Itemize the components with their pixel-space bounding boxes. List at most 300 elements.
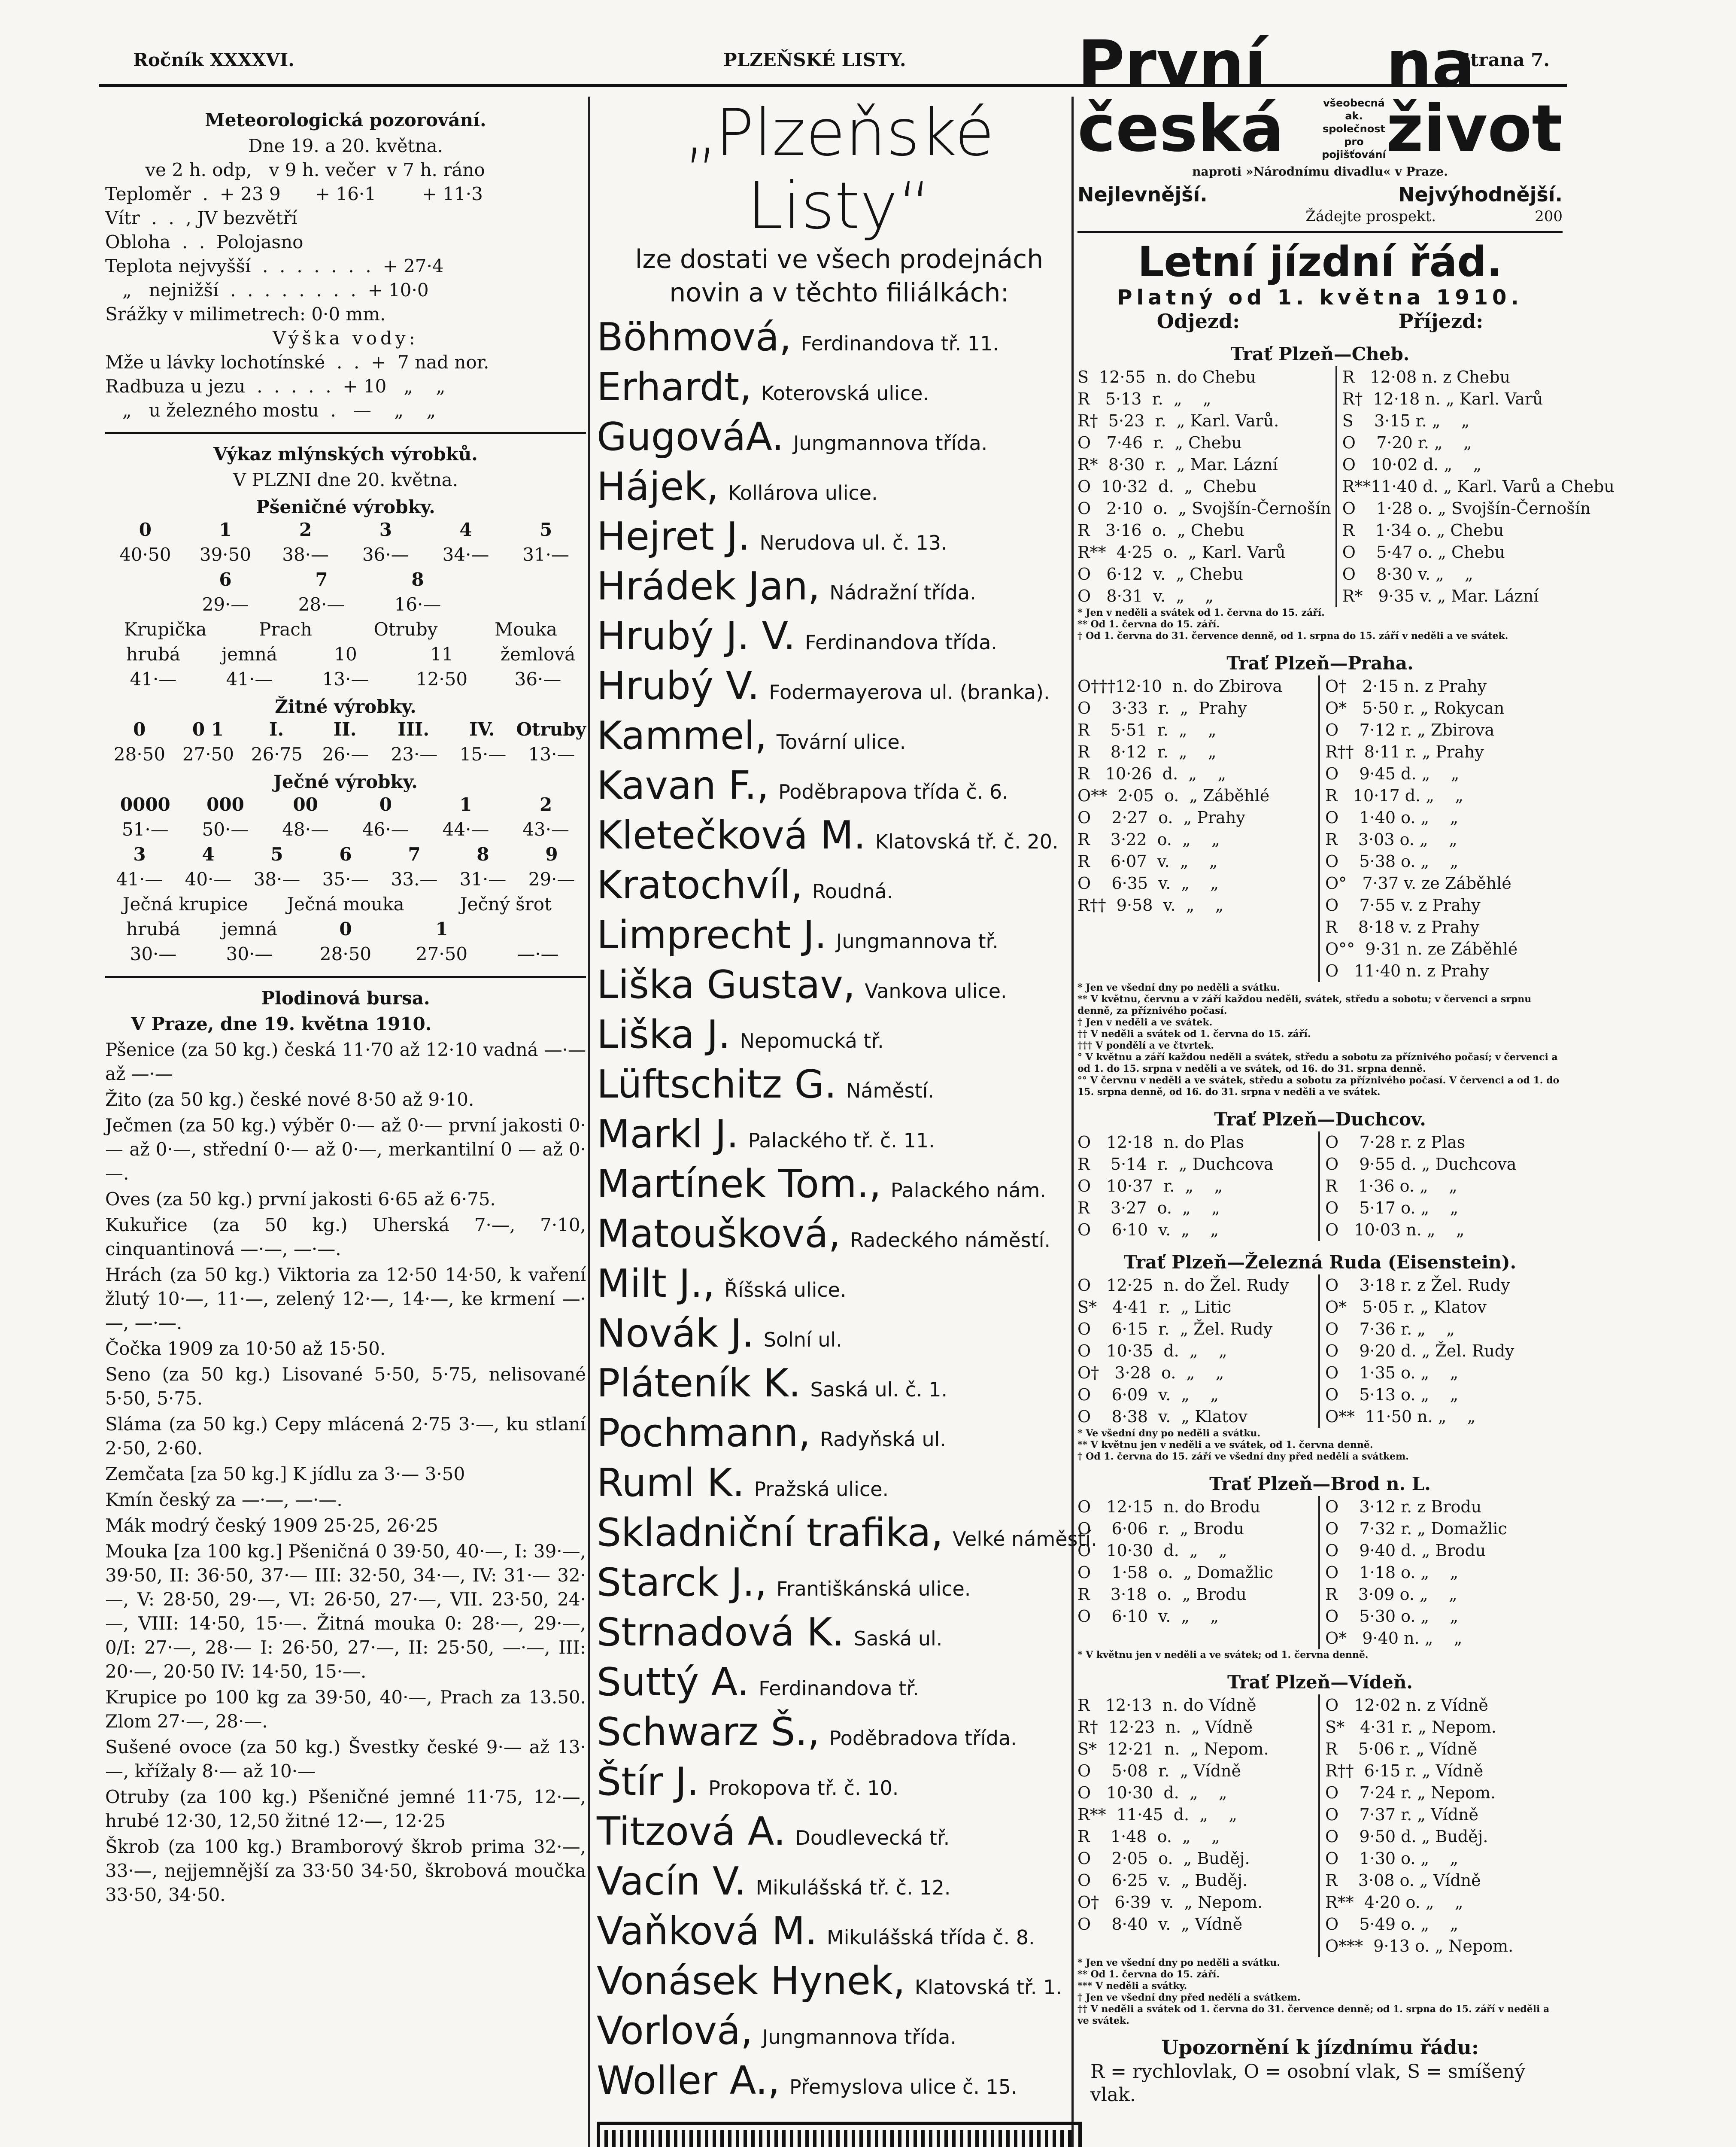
arrival-cell: O 7·37 r. „ Vídně [1325,1805,1478,1824]
shop-entry [597,2009,1082,2059]
route-notes: * Jen ve všední dny po neděli a svátku. ** Od 1. června do 15. září. *** V neděli a svátky. † Jen ve všední dny před nedělí a svátkem. †† V neděli a svátek od 1. června do 31. července denně; od 1. srpna do 15. září v neděli a ve svátek. [1077,1957,1550,2026]
arrival-cell: R† 12·18 n. „ Karl. Varů [1342,389,1543,408]
shop-address: Saská ul. [853,1627,943,1650]
bourse-item: Škrob (za 100 kg.) Bramborový škrob prima 32·—, 33·—, nejjemnější za 33·50 34·50, škrobová moučka 33·50, 34·50. [105,1836,586,1905]
shop-name: Schwarz Š., [597,1709,820,1755]
arrival-cell: O 7·20 r. „ „ [1342,433,1472,452]
shop-address: Klatovská tř. 1. [914,1976,1062,1999]
listy-title: „Plzeňské Listy“ [684,96,995,243]
weather-date: Dne 19. a 20. května. [248,135,443,156]
barley-subheader: 0 [339,918,352,940]
arrival-cell: O 1·35 o. „ „ [1325,1363,1459,1382]
shop-name: Lüftschitz G. [597,1062,837,1107]
shop-entry [597,1362,1082,1411]
insurance-name-2: na život [1386,27,1563,166]
barley-header: 000 [206,794,244,815]
departure-cell: R 3·27 o. „ „ [1077,1197,1320,1219]
departure-cell: R** 4·25 o. „ Karl. Varů [1077,541,1337,563]
departure-cell: O 7·46 r. „ Chebu [1077,432,1337,454]
shop-name: Böhmová, [597,315,792,360]
arrival-cell: R**11·40 d. „ Karl. Varů a Chebu [1342,477,1615,496]
arrival-cell: O 5·13 o. „ „ [1325,1385,1459,1404]
arrival-cell: R 12·08 n. z Chebu [1342,368,1510,386]
barley-price: 33.— [391,869,438,890]
shop-address: Jungmannova třída. [762,2025,957,2049]
route-title: Trať Plzeň—Duchcov. [1214,1109,1426,1130]
departure-cell: O 3·33 r. „ Prahy [1077,697,1320,719]
shop-address: Pražská ulice. [754,1478,889,1501]
route-title: Trať Plzeň—Praha. [1226,653,1414,674]
bourse-item: Seno (za 50 kg.) Lisované 5·50, 5·75, nelisované 5·50, 5·75. [105,1364,586,1409]
water-title: Výška vody: [273,328,419,349]
barley-price: 38·— [253,869,300,890]
shop-entry [597,664,1082,714]
arrival-cell: R** 4·20 o. „ „ [1325,1893,1463,1912]
barley-subheader [490,917,586,942]
shop-address: Přemyslova ulice č. 15. [789,2075,1017,2098]
barley-header: 0 [379,794,392,815]
rye-header: I. [269,719,284,740]
rye-header: IV. [469,719,495,740]
route-table [1077,1496,1563,1649]
departure-cell: O†††12·10 n. do Zbirova [1077,675,1320,697]
wheat-title: Pšeničné výrobky. [256,496,435,517]
flour-subheader: jemná [222,644,277,665]
departure-cell: R* 8·30 r. „ Mar. Lázní [1077,454,1337,476]
barley-price: 43·— [522,819,570,840]
shop-name: Kavan F., [597,763,769,808]
volume-label: Ročník XXXXVI. [133,49,294,70]
flour-price: 41·— [130,669,177,690]
shop-entry [597,1063,1082,1113]
barley-title: Ječné výrobky. [273,771,418,792]
arrival-cell: O 5·17 o. „ „ [1325,1198,1459,1217]
departure-cell: O 10·30 d. „ „ [1077,1540,1320,1562]
barley-price: 44·— [442,819,489,840]
page-number: Strana 7. [1457,49,1550,70]
arrival-cell: O 10·02 d. „ „ [1342,455,1482,474]
barley-price: 29·— [528,869,575,890]
shop-entry [597,1113,1082,1162]
shop-entry [597,1660,1082,1710]
shop-entry [597,864,1082,913]
rye-price: 13·— [528,744,575,765]
insurance-type [1322,97,1386,161]
shop-address: Koterovská ulice. [761,382,929,405]
route-table [1077,366,1615,607]
shop-entry [597,1760,1082,1810]
shop-name: Martínek Tom., [597,1162,881,1207]
shop-address: Jungmannova tř. [836,930,999,953]
departure-cell [1077,1627,1320,1649]
bourse-item: Hrách (za 50 kg.) Viktoria za 12·50 14·50, k vaření žlutý 10·—, 11·—, zelený 12·—, 14·—, ke krmení —·—, —·—. [105,1264,586,1333]
departure-cell: R†† 9·58 v. „ „ [1077,894,1320,916]
insurance-type-line: pro pojišťování [1322,136,1386,161]
shop-entry [597,1212,1082,1262]
shop-entry [597,515,1082,565]
arrival-cell: R†† 6·15 r. „ Vídně [1325,1761,1484,1780]
shop-name: Kammel, [597,713,767,758]
bourse-item: Zemčata [za 50 kg.] K jídlu za 3·— 3·50 [105,1463,465,1484]
departure-cell: O 10·30 d. „ „ [1077,1782,1320,1804]
arrival-cell: O° 7·37 v. ze Záběhlé [1325,874,1511,893]
arrival-cell: O 3·12 r. z Brodu [1325,1497,1482,1516]
arrival-cell: O 9·55 d. „ Duchcova [1325,1155,1517,1174]
barley-price: 50·— [202,819,249,840]
flour-subheader: hrubá [126,644,181,665]
shop-address: Vankova ulice. [865,979,1007,1003]
departure-cell: R 3·22 o. „ „ [1077,829,1320,851]
departure-cell: R** 11·45 d. „ „ [1077,1804,1320,1826]
barley-price: 46·— [362,819,409,840]
shop-entry [597,1461,1082,1511]
barley-subheader: jemná [222,918,277,940]
flour-header: Krupička [124,619,207,640]
shop-entry [597,913,1082,963]
weather-title: Meteorologická pozorování. [205,109,486,131]
shop-name: Matoušková, [597,1211,841,1256]
departure-cell [1077,960,1320,982]
arrival-cell: O 9·50 d. „ Buděj. [1325,1827,1488,1846]
barley-subheader: 1 [435,918,448,940]
departure-cell: R 10·26 d. „ „ [1077,763,1320,785]
arrival-cell: O 5·49 o. „ „ [1325,1915,1459,1934]
shop-address: Poděbrapova třída č. 6. [778,780,1008,803]
barley-subheader-row [105,917,586,942]
shop-address: Solní ul. [763,1328,842,1351]
listy-intro: novin a v těchto filiálkách: [669,278,1009,308]
bourse-item: Kukuřice (za 50 kg.) Uherská 7·—, 7·10, cinquantinová —·—, —·—. [105,1214,586,1259]
insurance-name: První česká [1077,27,1284,166]
shop-entry [597,316,1082,365]
insurance-prospect: Žádejte prospekt. [1305,208,1436,225]
flour-price: 36·— [514,669,561,690]
flour-subheader-row [105,642,586,667]
arrival-cell: O*** 9·13 o. „ Nepom. [1325,1937,1514,1955]
shop-entry [597,1262,1082,1312]
arrival-cell: R 1·36 o. „ „ [1325,1177,1457,1195]
departure-cell: R† 5·23 r. „ Karl. Varů. [1077,410,1337,432]
departure-cell: O 6·12 v. „ Chebu [1077,563,1337,585]
column-market [105,97,586,1909]
shop-entry [597,1561,1082,1611]
arrival-cell: O 3·18 r. z Žel. Rudy [1325,1276,1510,1295]
shop-name: Vorlová, [597,2008,753,2053]
barley-header: 1 [459,794,472,815]
bourse-item: Sušené ovoce (za 50 kg.) Švestky české 9·— až 13·—, křížaly 8·— až 10·— [105,1736,586,1782]
newspaper-title: PLZEŇSKÉ LISTY. [723,49,906,70]
departure-cell: R 5·51 r. „ „ [1077,719,1320,741]
wheat-header-row-2 [177,567,466,592]
arrival-cell: O 1·40 o. „ „ [1325,808,1459,827]
shop-name: Strnadová K. [597,1610,844,1655]
weather-line: Srážky v milimetrech: 0·0 mm. [105,304,386,325]
barley-header: 7 [408,844,421,865]
arrival-cell: R 3·09 o. „ „ [1325,1585,1457,1604]
shop-entry [597,1312,1082,1362]
rye-price: 15·— [459,744,507,765]
shop-name: Kletečková M. [597,813,866,858]
shop-address: Saská ul. č. 1. [810,1378,948,1401]
arrival-cell: R 5·06 r. „ Vídně [1325,1739,1478,1758]
shop-entry [597,415,1082,465]
bourse-item: Žito (za 50 kg.) české nové 8·50 až 9·10. [105,1089,474,1110]
shop-address: Poděbradova třída. [829,1727,1017,1750]
shop-name: Štír J. [597,1759,699,1804]
bourse-item: Mák modrý český 1909 25·25, 26·25 [105,1515,438,1536]
shop-name: Suttý A. [597,1660,750,1705]
barley-header: Ječná mouka [287,894,404,915]
wheat-price-row-2 [177,592,466,617]
barley-price: 41·— [116,869,163,890]
shop-name: Hrubý V. [597,663,760,709]
barley-header: 9 [545,844,558,865]
rye-price: 23·— [391,744,438,765]
arrival-cell: O 10·03 n. „ „ [1325,1220,1465,1239]
departure-cell: O 1·58 o. „ Domažlic [1077,1562,1320,1584]
job-advertisement [597,2122,1082,2147]
shop-address: Nádražní třída. [829,581,976,604]
route-notes: * V květnu jen v neděli a ve svátek; od 1. června denně. [1077,1649,1369,1660]
flour-price: 13·— [322,669,369,690]
departure-cell: R 12·13 n. do Vídně [1077,1694,1320,1716]
mill-place: V PLZNI dne 20. května. [233,469,458,490]
departure-cell: S 12·55 n. do Chebu [1077,366,1337,388]
arrival-cell: O* 5·05 r. „ Klatov [1325,1298,1487,1317]
barley-price: 28·50 [319,943,372,964]
barley-price: 48·— [282,819,329,840]
departure-cell: O 10·37 r. „ „ [1077,1175,1320,1197]
bourse-place: V Praze, dne 19. května 1910. [131,1013,432,1034]
flour-price-row [105,667,586,692]
wheat-header: 0 [139,519,152,540]
shop-entry [597,365,1082,415]
departure-cell [1077,938,1320,960]
bourse-item: Kmín český za —·—, —·—. [105,1489,343,1510]
wheat-header: 4 [459,519,472,540]
arrival-cell: O 7·55 v. z Prahy [1325,896,1481,915]
shop-name: Pláteník K. [597,1361,801,1406]
arrival-cell: O** 11·50 n. „ „ [1325,1407,1476,1426]
ad-border-pattern [604,2130,1074,2147]
rye-price-row [105,742,586,767]
departure-cell: O 12·18 n. do Plas [1077,1131,1320,1153]
barley-header: Ječný šrot [460,894,552,915]
flour-subheader: 11 [430,644,453,665]
schedule-validity: Platný od 1. května 1910. [1117,286,1523,310]
arrival-cell: O 1·30 o. „ „ [1325,1849,1459,1868]
arrival-cell: O 11·40 n. z Prahy [1325,961,1489,980]
arrival-cell: R 3·03 o. „ „ [1325,830,1457,849]
shop-entry [597,614,1082,664]
wheat-price: 16·— [394,594,441,615]
barley-header: 8 [476,844,489,865]
route-title: Trať Plzeň—Vídeň. [1227,1672,1413,1693]
shop-name: Hejret J. [597,514,750,559]
barley-price: 51·— [121,819,169,840]
arrival-cell: O 5·30 o. „ „ [1325,1607,1459,1626]
arrival-cell: O 9·20 d. „ Žel. Rudy [1325,1341,1514,1360]
arrival-label: Příjezd: [1398,310,1484,333]
departure-cell: O† 3·28 o. „ „ [1077,1362,1320,1384]
shop-entry [597,1959,1082,2009]
water-line: Radbuza u jezu . . . . . + 10 „ „ [105,376,446,397]
barley-price: 31·— [459,869,507,890]
barley-price: 35·— [322,869,369,890]
wheat-header: 2 [299,519,312,540]
bourse-item: Ječmen (za 50 kg.) výběr 0·— až 0·— první jakosti 0·— až 0·—, střední 0·— až 0·—, merkantilní 0 — až 0·—. [105,1115,586,1184]
wheat-price: 31·— [522,544,570,565]
shop-entry [597,814,1082,864]
flour-subheader: 10 [334,644,357,665]
rye-price: 26·75 [251,744,303,765]
departure-label: Odjezd: [1156,310,1240,333]
shop-entry [597,1710,1082,1760]
shop-name: Skladniční trafika, [597,1510,944,1555]
barley-price: 40·— [185,869,232,890]
shop-entry [597,1411,1082,1461]
barley-price-row [105,817,586,842]
legend-title: Upozornění k jízdnímu řádu: [1161,2036,1479,2059]
wheat-header-row [105,517,586,542]
barley-header-row-3 [105,892,586,917]
arrival-cell: S 3·15 r. „ „ [1342,411,1470,430]
shop-name: Liška Gustav, [597,962,856,1007]
flour-header-row [105,617,586,642]
shop-address: Tovární ulice. [776,730,906,754]
insurance-type-line: společnost [1322,123,1385,135]
arrival-cell: O 7·32 r. „ Domažlic [1325,1519,1507,1538]
shop-address: Ferdinandova tř. [759,1677,919,1700]
shop-name: Milt J., [597,1261,715,1306]
departure-cell: O 2·05 o. „ Buděj. [1077,1848,1320,1870]
arrival-cell: O 7·12 r. „ Zbirova [1325,721,1495,739]
wheat-price: 29·— [202,594,249,615]
shop-address: Říšská ulice. [724,1278,847,1302]
shop-address: Velké náměstí. [953,1527,1097,1551]
wheat-header: 8 [411,569,424,590]
departure-cell: R 1·48 o. „ „ [1077,1826,1320,1848]
departure-cell: R 8·12 r. „ „ [1077,741,1320,763]
arrival-cell: O† 2·15 n. z Prahy [1325,677,1487,696]
wheat-header: 1 [219,519,232,540]
insurance-number: 200 [1535,208,1563,225]
rye-header: 0 1 [192,719,224,740]
departure-cell: O 10·32 d. „ Chebu [1077,476,1337,498]
rye-header: 0 [133,719,146,740]
route-table [1077,1694,1563,1957]
weather-line: Obloha . . Polojasno [105,231,303,252]
barley-header-row [105,792,586,817]
shop-entry [597,714,1082,764]
arrival-cell: R 10·17 d. „ „ [1325,786,1463,805]
barley-header: 5 [270,844,283,865]
shop-name: Erhardt, [597,365,752,410]
arrival-cell: O 1·18 o. „ „ [1325,1563,1459,1582]
bourse-item: Pšenice (za 50 kg.) česká 11·70 až 12·10 vadná —·— až —·— [105,1039,586,1084]
bourse-item: Mouka [za 100 kg.] Pšeničná 0 39·50, 40·—, I: 39·—, 39·50, II: 36·50, 37·— III: 32·50, 34·—, IV: 31·— 32·—, V: 28·50, 29·—, VI: 26·50, 27·—, VII. 23·50, 24·—, VIII: 14·50, 15·—. Žitná mouka 0: 28·—, 29·—, 0/I: 27·—, 28·— I: 26·50, 27·—, II: 25·50, —·—, III: 20·—, 20·50 IV: 14·50, 15·—. [105,1541,586,1682]
shop-address: Nerudova ul. č. 13. [759,531,947,554]
shop-address: Radyňská ul. [820,1428,947,1451]
arrival-cell: O* 5·50 r. „ Rokycan [1325,699,1505,718]
flour-price: 41·— [226,669,273,690]
page-header [133,49,1550,79]
route-title: Trať Plzeň—Železná Ruda (Eisenstein). [1123,1252,1517,1273]
column-agents [597,96,1097,2147]
route-notes: * Jen ve všední dny po neděli a svátku. ** V květnu, červnu a v září každou neděli, svátek, středu a sobotu; v červenci a srpnu denně, za příznivého počasí. † Jen v neděli a ve svátek. †† V neděli a svátek od 1. června do 15. září. ††† V pondělí a ve čtvrtek. ° V květnu a září každou neděli a svátek, středu a sobotu za příznivého počasí; v červenci a od 1. do 15. srpna v neděli a ve svátek, od 16. do 31. srpna denně. °° V červnu v neděli a ve svátek, středu a sobotu za příznivého počasí. V červenci a od 1. do 15. srpna denně, od 16. do 31. srpna v neděli a ve svátek. [1077,982,1560,1098]
departure-cell: O 8·40 v. „ Vídně [1077,1913,1320,1935]
barley-header: 0000 [120,794,170,815]
barley-subheader: hrubá [126,918,181,940]
schedule-title: Letní jízdní řád. [1138,238,1502,286]
shop-entry [597,1510,1097,1561]
departure-cell [1077,916,1320,938]
arrival-cell: O 12·02 n. z Vídně [1325,1696,1488,1715]
shop-address: Klatovská tř. č. 20. [875,830,1059,853]
rye-header: II. [333,719,357,740]
weather-line: Teplota nejvyšší . . . . . . . + 27·4 [105,255,444,277]
arrival-cell: O 7·24 r. „ Nepom. [1325,1783,1496,1802]
shop-name: Novák J. [597,1311,754,1356]
legend-text: R = rychlovlak, O = osobní vlak, S = smíšený vlak. [1090,2061,1526,2106]
shop-name: Pochmann, [597,1411,811,1456]
wheat-header: 7 [315,569,328,590]
header-rule [99,84,1567,87]
barley-price: 27·50 [416,943,468,964]
wheat-header: 6 [219,569,232,590]
shop-address: Mikulášská tř. č. 12. [756,1876,951,1899]
shop-name: Hrádek Jan, [597,564,820,609]
shop-entry [597,565,1082,614]
arrival-cell: R†† 8·11 r. „ Prahy [1325,742,1484,761]
departure-cell: R 6·07 v. „ „ [1077,851,1320,873]
section-rule [1077,231,1563,233]
shop-address: Ferdinandova tř. 11. [801,332,999,355]
shop-entry [597,1810,1082,1860]
arrival-cell: O°° 9·31 n. ze Záběhlé [1325,940,1518,958]
departure-cell: R 5·14 r. „ Duchcova [1077,1153,1320,1175]
shop-name: Vaňková M. [597,1909,818,1954]
wheat-header: 3 [379,519,392,540]
departure-cell: O 8·31 v. „ „ [1077,585,1337,607]
water-line: „ u železného mostu . — „ „ [105,400,436,421]
shop-address: Doudlevecká tř. [795,1826,950,1849]
departure-cell: S* 12·21 n. „ Nepom. [1077,1738,1320,1760]
departure-cell: O 6·10 v. „ „ [1077,1606,1320,1627]
departure-cell: O 6·35 v. „ „ [1077,873,1320,894]
barley-header: Ječná krupice [122,894,248,915]
route-notes: * Ve všední dny po neděli a svátku. ** V květnu jen v neděli a ve svátek, od 1. června denně. † Od 1. června do 15. září ve všední dny před nedělí a svátkem. [1077,1428,1409,1462]
shop-name: Woller A., [597,2058,780,2103]
wheat-price: 39·50 [199,544,252,565]
departure-cell: R† 12·23 n. „ Vídně [1077,1716,1320,1738]
shop-address: Palackého tř. č. 11. [748,1129,935,1152]
insurance-type-line: všeobecná ak. [1323,97,1385,122]
flour-header: Prach [259,619,312,640]
shop-list [597,315,1097,2109]
shop-address: Mikulášská třída č. 8. [827,1926,1035,1949]
insurance-slogan: Nejlevnější. [1077,183,1208,206]
shop-name: Markl J. [597,1112,739,1157]
shop-entry [597,1860,1082,1910]
departure-cell: O 10·35 d. „ „ [1077,1340,1320,1362]
departure-cell: O† 6·39 v. „ Nepom. [1077,1892,1320,1913]
arrival-cell: O 8·30 v. „ „ [1342,565,1473,584]
shop-entry [597,963,1082,1013]
shop-entry [597,465,1082,515]
departure-cell: O 2·10 o. „ Svojšín-Černošín [1077,498,1337,520]
shop-address: Roudná. [812,880,893,903]
